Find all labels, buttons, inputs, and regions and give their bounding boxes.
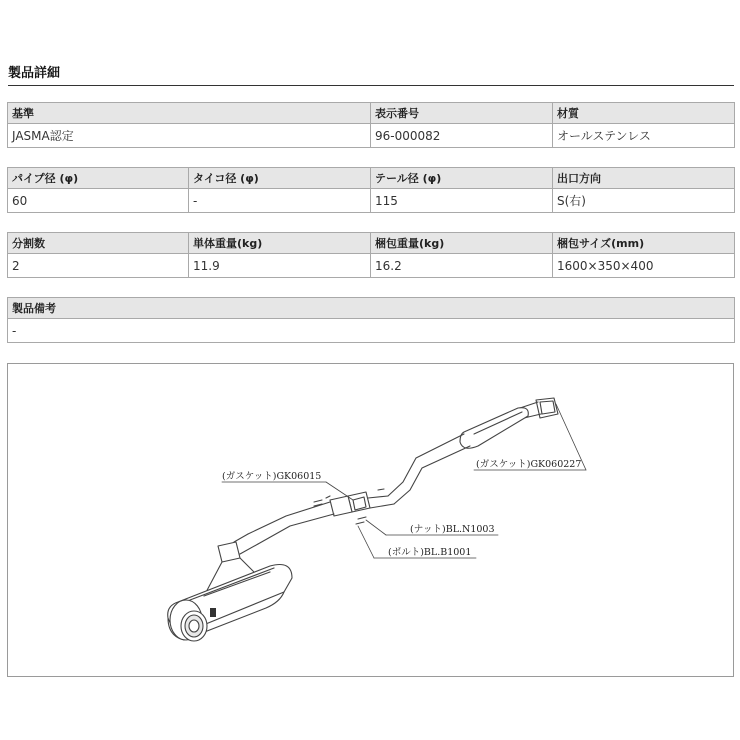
header-package-weight: 梱包重量(kg) bbox=[371, 233, 553, 254]
value-package-size: 1600×350×400 bbox=[553, 254, 735, 278]
value-remarks: - bbox=[8, 319, 735, 343]
label-gasket-rear: (ガスケット)GK06015 bbox=[222, 471, 322, 482]
header-material: 材質 bbox=[553, 103, 735, 124]
label-nut: (ナット)BL.N1003 bbox=[410, 524, 495, 535]
value-muffler-diameter: - bbox=[189, 189, 371, 213]
header-unit-weight: 単体重量(kg) bbox=[189, 233, 371, 254]
header-exit-direction: 出口方向 bbox=[553, 168, 735, 189]
header-split-count: 分割数 bbox=[8, 233, 189, 254]
exhaust-system-illustration bbox=[8, 364, 733, 676]
value-standard: JASMA認定 bbox=[8, 124, 371, 148]
header-pipe-diameter: パイプ径 (φ) bbox=[8, 168, 189, 189]
header-display-number: 表示番号 bbox=[371, 103, 553, 124]
header-remarks: 製品備考 bbox=[8, 298, 735, 319]
label-gasket-front: (ガスケット)GK060227 bbox=[476, 459, 582, 470]
value-pipe-diameter: 60 bbox=[8, 189, 189, 213]
value-exit-direction: S(右) bbox=[553, 189, 735, 213]
value-material: オールステンレス bbox=[553, 124, 735, 148]
value-tail-diameter: 115 bbox=[371, 189, 553, 213]
section-title: 製品詳細 bbox=[8, 66, 61, 81]
value-unit-weight: 11.9 bbox=[189, 254, 371, 278]
title-divider bbox=[8, 85, 734, 86]
spec-table-diameters bbox=[7, 167, 735, 213]
spec-table-standard bbox=[7, 102, 735, 148]
spec-table-remarks bbox=[7, 297, 735, 343]
value-display-number: 96-000082 bbox=[371, 124, 553, 148]
header-package-size: 梱包サイズ(mm) bbox=[553, 233, 735, 254]
exhaust-diagram bbox=[7, 363, 734, 677]
header-muffler-diameter: タイコ径 (φ) bbox=[189, 168, 371, 189]
label-bolt: (ボルト)BL.B1001 bbox=[388, 547, 472, 558]
value-package-weight: 16.2 bbox=[371, 254, 553, 278]
value-split-count: 2 bbox=[8, 254, 189, 278]
spec-table-weights bbox=[7, 232, 735, 278]
header-tail-diameter: テール径 (φ) bbox=[371, 168, 553, 189]
header-standard: 基準 bbox=[8, 103, 371, 124]
